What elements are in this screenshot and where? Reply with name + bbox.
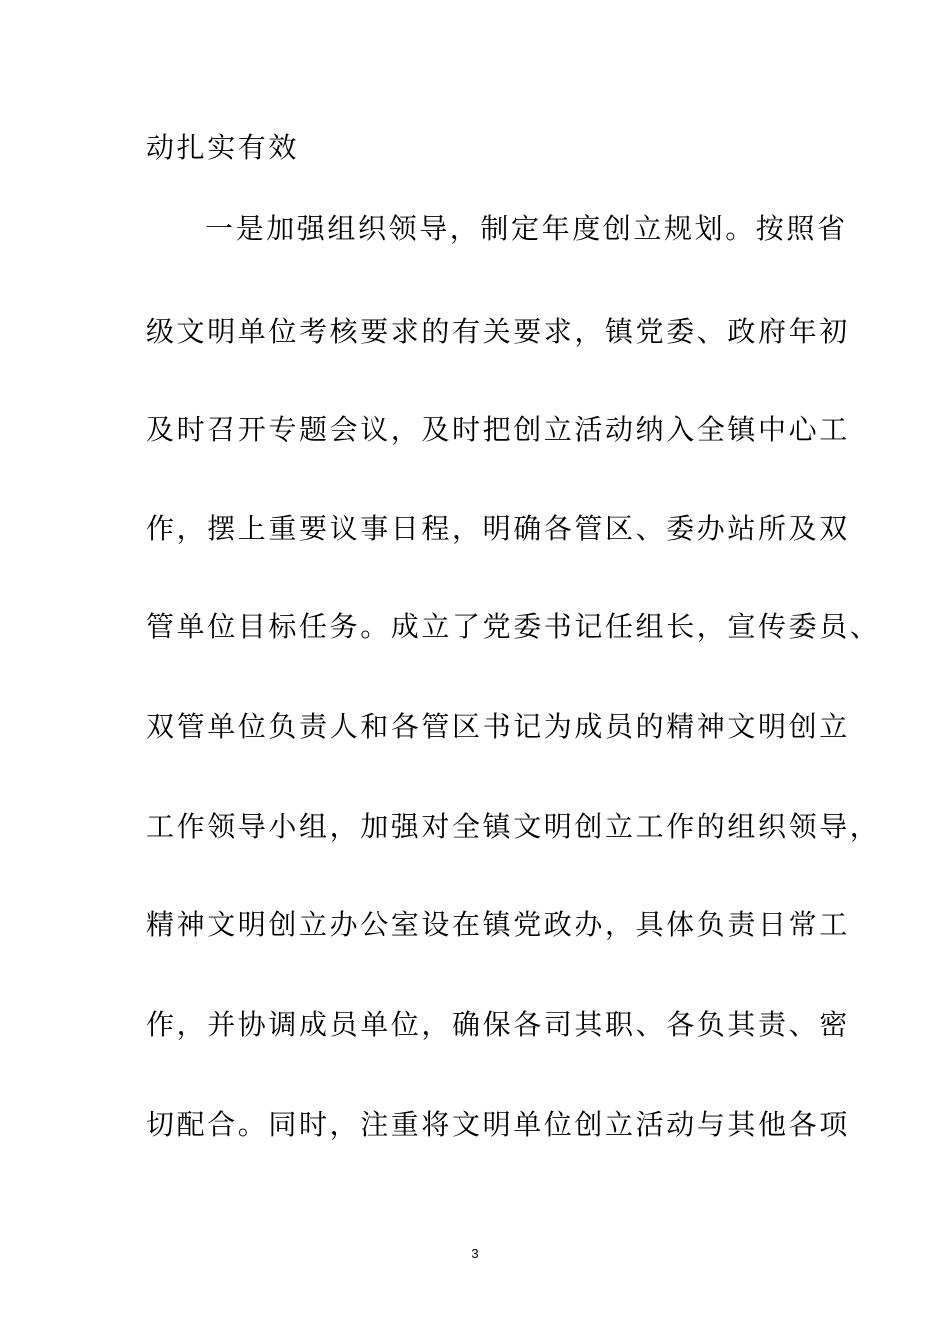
text-line-4: 及时召开专题会议，及时把创立活动纳入全镇中心工 (146, 413, 850, 446)
text-line-1: 动扎实有效 (146, 131, 300, 164)
text-line-5: 作，摆上重要议事日程，明确各管区、委办站所及双 (146, 512, 850, 545)
text-line-8: 工作领导小组，加强对全镇文明创立工作的组织领导， (146, 810, 881, 843)
text-line-6: 管单位目标任务。成立了党委书记任组长，宣传委员、 (146, 610, 881, 643)
text-line-7: 双管单位负责人和各管区书记为成员的精神文明创立 (146, 710, 850, 743)
paragraph-first-line: 一是加强组织领导，制定年度创立规划。按照省 (205, 212, 848, 245)
text-line-11: 切配合。同时，注重将文明单位创立活动与其他各项 (146, 1108, 850, 1141)
text-line-3: 级文明单位考核要求的有关要求，镇党委、政府年初 (146, 315, 850, 348)
page-number: 3 (471, 1246, 479, 1261)
text-line-9: 精神文明创立办公室设在镇党政办，具体负责日常工 (146, 908, 850, 941)
text-line-10: 作，并协调成员单位，确保各司其职、各负其责、密 (146, 1008, 850, 1041)
